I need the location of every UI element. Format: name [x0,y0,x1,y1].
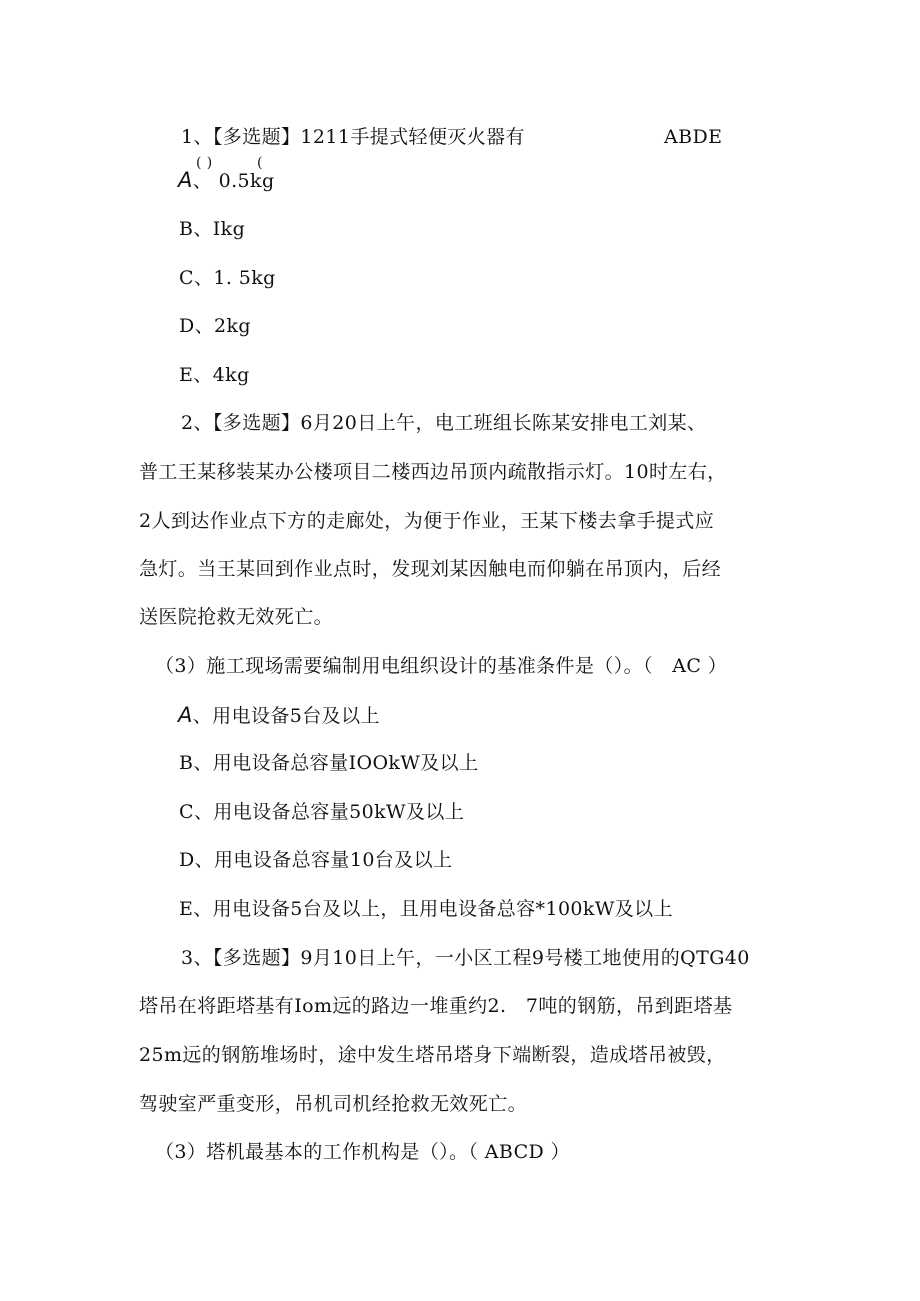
q1-option-e: E、4kg [179,364,250,386]
q3-sub-question: （3）塔机最基本的工作机构是（）。（ ABCD ） [155,1141,570,1163]
q1-title: 1、【多选题】1211手提式轻便灭火器有 [181,126,525,148]
q3-line-4: 驾驶室严重变形，吊机司机经抢救无效死亡。 [139,1093,528,1115]
q1-option-c: C、1. 5kg [179,267,276,289]
q1-answer: ABDE [664,126,723,148]
q2-option-a-letter: A [178,703,193,727]
q1-option-b: B、Ikg [179,218,246,240]
q1-paren: ( ) [196,155,213,171]
q1-option-a [178,168,275,193]
q2-option-e: E、用电设备5台及以上，且用电设备总容*100kW及以上 [179,898,673,920]
q3-line-1: 3、【多选题】9月10日上午，一小区工程9号楼工地使用的QTG40 [181,947,750,969]
q1-option-a-letter: A [178,168,193,192]
q2-sub-question: （3）施工现场需要编制用电组织设计的基准条件是（）。（ AC ） [155,655,728,677]
q1-paren2: ( [257,155,263,171]
q2-option-d: D、用电设备总容量10台及以上 [179,849,453,871]
q2-line-4: 急灯。当王某回到作业点时，发现刘某因触电而仰躺在吊顶内，后经 [139,558,722,580]
q2-line-1: 2、【多选题】6月20日上午，电工班组长陈某安排电工刘某、 [181,412,707,434]
q2-line-3: 2人到达作业点下方的走廊处，为便于作业，王某下楼去拿手提式应 [139,510,715,532]
q1-option-a-text: 、 0.5kg [192,170,275,192]
q2-option-b: B、用电设备总容量IOOkW及以上 [179,752,479,774]
q3-line-3: 25m远的钢筋堆场时，途中发生塔吊塔身下端断裂，造成塔吊被毁， [139,1044,726,1066]
q2-option-a [178,703,380,728]
q1-option-d: D、2kg [179,315,251,337]
q2-option-a-text: 、用电设备5台及以上 [192,705,380,727]
q3-line-2: 塔吊在将距塔基有Iom远的路边一堆重约2. 7吨的钢筋，吊到距塔基 [139,995,733,1017]
q2-line-2: 普工王某移装某办公楼项目二楼西边吊顶内疏散指示灯。10时左右， [139,461,727,483]
q2-line-5: 送医院抢救无效死亡。 [139,606,334,628]
q2-option-c: C、用电设备总容量50kW及以上 [179,801,465,823]
